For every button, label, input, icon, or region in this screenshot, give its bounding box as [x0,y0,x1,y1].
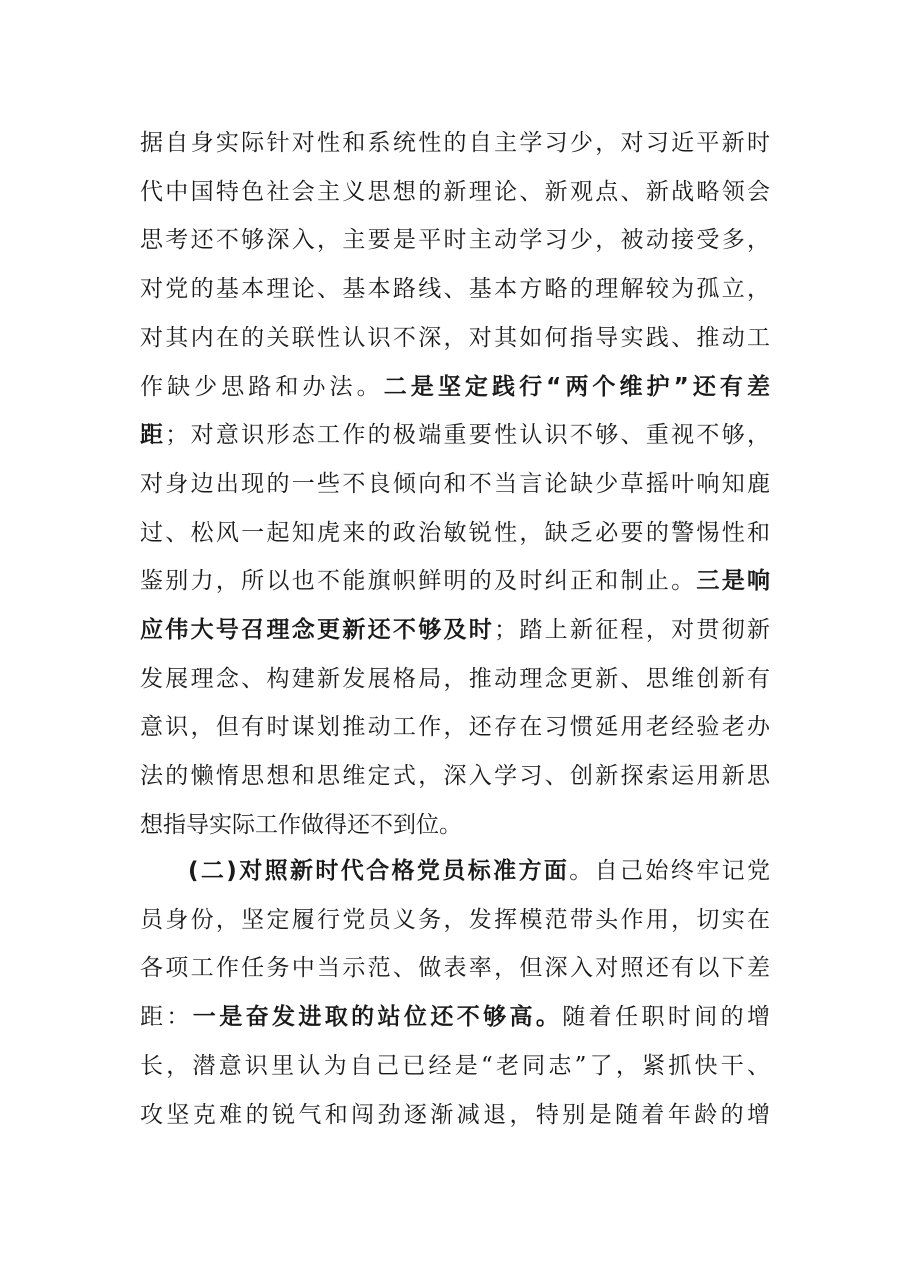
text-line [140,372,770,402]
text-line [140,469,770,499]
bold-text-segment: 距 [140,422,166,449]
text-line [140,128,770,158]
text-segment: 各项工作任务中当示范、做表率，但深入对照还有以下差 [140,955,770,982]
text-segment: 据自身实际针对性和系统性的自主学习少，对习近平新时 [140,130,770,156]
text-segment: 发展理念、构建新发展格局，推动理念更新、思维创新有 [140,665,770,692]
text-line [140,274,770,304]
text-line [140,225,770,255]
text-segment: 对党的基本理论、基本路线、基本方略的理解较为孤立， [140,276,770,303]
text-segment: ；对意识形态工作的极端重要性认识不够、重视不够， [165,422,771,449]
bold-text-segment: 应伟大号召理念更新还不够及时 [140,617,495,643]
text-segment: 对其内在的关联性认识不深，对其如何指导实践、推动工 [140,324,770,351]
text-segment: 代中国特色社会主义思想的新理论、新观点、新战略领会 [140,178,770,205]
text-segment: 员身份，坚定履行党员义务，发挥模范带头作用，切实在 [140,906,770,933]
text-line [140,177,770,207]
text-segment: 意识，但有时谋划推动工作，还存在习惯延用老经验老办 [140,714,770,741]
text-line [140,420,770,450]
bold-text-segment: 二是坚定践行“两个维护”还有差 [383,373,771,400]
text-segment: 随着任职时间的增 [562,1004,771,1031]
text-line [140,712,770,742]
text-segment: 长，潜意识里认为自己已经是“老同志”了，紧抓快干、 [140,1052,770,1079]
text-line [140,323,770,353]
text-line [140,615,770,645]
text-line [140,1100,770,1130]
text-line [188,856,770,886]
text-segment: 。自己始终牢记党 [569,858,770,884]
text-segment: 距： [140,1004,193,1031]
text-segment: 鉴别力，所以也不能旗帜鲜明的及时纠正和制止。 [140,568,697,595]
text-line [140,518,770,548]
text-segment: 攻坚克难的锐气和闯劲逐渐减退，特别是随着年龄的增 [140,1101,770,1128]
text-line [140,1051,770,1081]
text-segment: 想指导实际工作做得还不到位。 [140,811,462,838]
text-line [140,953,770,983]
text-segment: 作缺少思路和办法。 [140,373,384,400]
text-line [140,810,462,840]
text-line [140,905,770,935]
bold-text-segment: 一是奋发进取的站位还不够高。 [192,1004,563,1031]
text-segment: 过、松风一起知虎来的政治敏锐性，缺乏必要的警惕性和 [140,519,770,546]
text-line [140,664,770,694]
text-segment: 思考还不够深入，主要是平时主动学习少，被动接受多， [140,227,770,254]
text-line [140,1002,770,1032]
text-segment: 法的懒惰思想和思维定式，深入学习、创新探索运用新思 [140,763,770,790]
text-segment: ；踏上新征程，对贯彻新 [494,617,771,643]
text-line [140,566,770,596]
bold-text-segment: 三是响 [696,568,771,595]
text-line [140,761,770,791]
bold-text-segment: (二)对照新时代合格党员标准方面 [188,858,570,884]
text-segment: 对身边出现的一些不良倾向和不当言论缺少草摇叶响知鹿 [140,470,770,497]
